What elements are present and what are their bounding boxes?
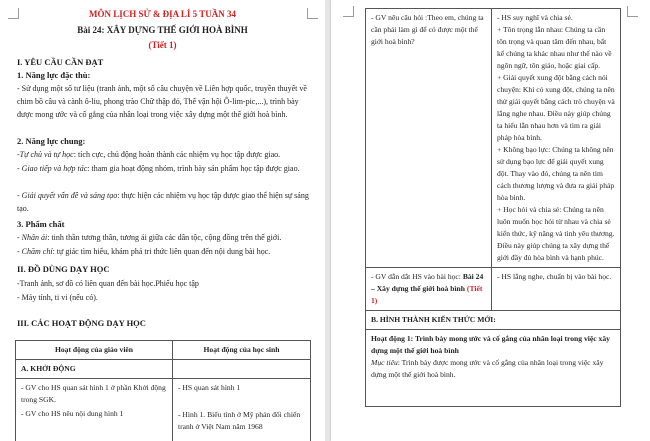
label-problem-solving: - Giải quyết vấn đề và sáng tạo [17,191,118,200]
table-header-student: Hoạt động của học sinh [173,341,311,360]
student-answer-5: + Học hỏi và chia sẻ: Chúng ta nên luôn muốn học hỏi từ nhau và chia sẻ kiến thức, kỹ năng và tình yêu thương. Điều này giúp chúng ta xây dựng thế giới đầy đủ hòa bình và hạnh phúc. [497,205,615,262]
student-answer-1: - HS suy nghĩ và chia sẻ. [497,13,573,22]
teacher-question: - GV nêu câu hỏi :Theo em, chúng ta cần phải làm gì để có được một thế giới hoà bình? [371,13,484,46]
paragraph-specific-competence: - Sử dụng một số tư liệu (tranh ảnh, một số câu chuyện về Liên hợp quốc, truyền thuyết về chim bồ câu và cành ô-liu, phong trào Chữ thập đỏ, Thế vận hội Ô-lim-pic,...), trình bày được mong ước và cố gắng của nhân loại trong việc xây dựng một thế giới hoà bình. [17,84,307,119]
student-answer-2: + Tôn trọng lẫn nhau: Chúng ta cần tôn trọng và quan tâm đến nhau, bất kể chúng ta khác nhau như thế nào về ngôn ngữ, tôn giáo, hoặc giai cấp. [497,25,612,70]
paragraph-diligence: - Chăm chỉ: tự giác tìm hiểu, khám phá tri thức liên quan đến nội dung bài học. [17,247,271,256]
table-section-new-knowledge: B. HÌNH THÀNH KIẾN THỨC MỚI: [366,311,621,330]
label-communication: - Giao tiếp và hợp tác [17,164,88,173]
table-cell-student-listen: - HS lắng nghe, chuẩn bị vào bài học. [492,268,621,311]
subheading-specific-competence: 1. Năng lực đặc thù: [17,70,91,80]
lesson-reference: Bài 24 – Xây dựng thế giới hoà bình [371,272,484,293]
document-title: MÔN LỊCH SỬ & ĐỊA LÍ 5 TUẦN 34 [88,9,236,19]
subheading-qualities: 3. Phẩm chất [17,219,65,229]
table-cell-activity-1 [366,330,621,407]
materials-line-1: -Tranh ảnh, sơ đồ có liên quan đến bài học.Phiếu học tập [17,279,199,288]
label-diligence: - Chăm chỉ [17,247,53,256]
table-cell-teacher-question [366,9,492,268]
activities-table [15,340,311,441]
paragraph-self-study: -Tự chủ và tự học: tích cực, chủ động hoàn thành các nhiệm vụ học tập được giao. [17,150,281,159]
lesson-reference-period: (Tiết 1) [371,284,483,305]
section-heading-requirements: I. YÊU CẦU CẦN ĐẠT [17,57,104,67]
paragraph-communication: - Giao tiếp và hợp tác: tham gia hoạt động nhóm, trình bày sản phẩm học tập được giao. [17,164,300,173]
label-self-study: -Tự chủ và tự học [17,150,74,159]
table-cell-empty [173,360,311,379]
paragraph-problem-solving: - Giải quyết vấn đề và sáng tạo: thực hiện các nhiệm vụ học tập được giao thể hiện sự sáng tạo. [17,191,309,213]
label-kindness: - Nhân ái [17,233,48,242]
table-cell-student-warmup [173,379,311,441]
teacher-step-2: - GV cho HS nêu nội dung hình 1 [21,409,124,418]
document-page-right [331,0,650,441]
teacher-step-1: - GV cho HS quan sát hình 1 ở phần Khởi động trong SGK. [21,383,166,404]
table-cell-teacher-intro: - GV dẫn dắt HS vào bài học: Bài 24 – Xây dựng thế giới hoà bình (Tiết 1) [366,268,492,311]
materials-line-2: - Máy tính, ti vi (nếu có). [17,293,98,302]
section-heading-materials: II. ĐỒ DÙNG DẠY HỌC [17,264,110,274]
paragraph-kindness: - Nhân ái: tinh thần tương thân, tương ái giữa các dân tộc, cộng đồng trên thế giới. [17,233,282,242]
lesson-title: Bài 24: XÂY DỰNG THẾ GIỚI HOÀ BÌNH [77,25,248,35]
student-step-1: - HS quan sát hình 1 [178,383,241,392]
lesson-period: (Tiết 1) [148,40,177,50]
activity-1-title: Hoạt động 1: Trình bày mong ước và cố gắng của nhân loại trong việc xây dựng một thế giới hoà bình [371,334,610,355]
student-answer-4: + Không bạo lực: Chúng ta không nên sử dụng bạo lực để giải quyết xung đột. Thay vào đó, chúng ta nên tìm cách thương lượng và đưa ra giải pháp hòa bình. [497,145,615,202]
objective-label: Mục tiêu [371,358,398,367]
activity-1-objective: Mục tiêu: Trình bày được mong ước và cố gắng của nhân loại trong việc xây dựng một thế giới hoà bình. [371,358,604,379]
margin-mark-top-left [343,6,354,17]
activities-table-continued [365,8,621,407]
table-cell-student-answers [492,9,621,268]
student-step-2: - Hình 1. Biểu tình ở Mỹ phản đối chiến tranh ở Việt Nam năm 1968 [178,410,301,431]
margin-mark-top-right [627,6,638,17]
table-section-warmup: A. KHỞI ĐỘNG [16,360,173,379]
table-cell-teacher-warmup [16,379,173,441]
section-heading-activities: III. CÁC HOẠT ĐỘNG DẠY HỌC [17,318,146,328]
table-header-teacher: Hoạt động của giáo viên [16,341,173,360]
subheading-general-competence: 2. Năng lực chung: [17,136,86,146]
student-answer-3: + Giải quyết xung đột bằng cách nói chuyện: Khi có xung đột, chúng ta nên thử giải quyết bằng cách trò chuyện và lắng nghe nhau. Điều này giúp chúng ta hiểu lẫn nhau hơn và tìm ra giải pháp hòa bình. [497,73,615,142]
